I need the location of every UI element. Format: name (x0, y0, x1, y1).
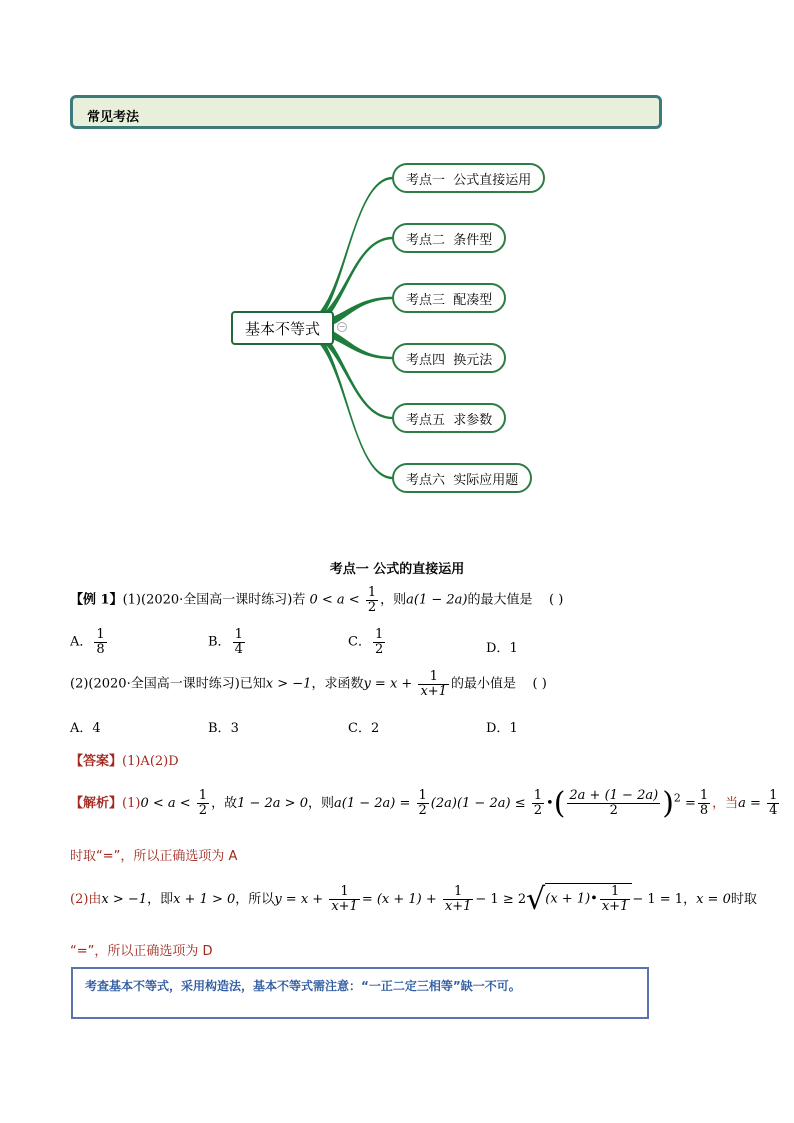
analysis-label: 【解析】 (70, 796, 123, 811)
example-q1 (70, 586, 563, 614)
analysis-p1: 【解析】(1)0 < a < $\frac{1}{2}$ ，故1 − 2a > 0，则a(1 − 2a) = $\frac{1}{2}$ (2a)(1 − 2a) ≤ $\frac{1}{2}$ •( $\frac{2a + (1 - 2a)}{2}$ )$^2$ = $\frac{1}{8}$ ，当a = $\frac{1}{4}$ (70, 786, 778, 821)
q1-option-c[interactable]: C． $\frac{1}{2}$ (348, 627, 384, 657)
q2-function: y = x + (363, 676, 413, 692)
answer-line (70, 750, 179, 769)
answer-parens: ( ) (549, 592, 564, 608)
q1-option-b[interactable]: B． $\frac{1}{4}$ (208, 627, 243, 657)
answer-label: 【答案】 (70, 754, 123, 769)
q2-condition: x > −1 (265, 676, 312, 692)
tip-box (71, 967, 649, 1019)
q2-tail: 的最小值是 (450, 676, 516, 692)
q1-source: (1)(2020·全国高一课时练习)若 (122, 592, 306, 608)
fraction: $\frac{1}{2}$ (367, 585, 377, 615)
analysis-p2: (2)由x > −1，即x + 1 > 0，所以y = x + $\frac{1}{x+1}$ = (x + 1) + $\frac{1}{x+1}$ − 1 ≥ 2√(x + 1)• $\frac{1}{x+1}$ − 1 = 1，x = 0时取 (70, 882, 757, 917)
mindmap-node-1[interactable]: 考点一 公式直接运用 (392, 163, 545, 193)
tip-text: 考查基本不等式，采用构造法，基本不等式需注意：“一正二定三相等”缺一不可。 (85, 979, 521, 993)
q2-source: (2)(2020·全国高一课时练习)已知 (70, 676, 266, 692)
q2-mid: ，求函数 (311, 676, 364, 692)
mindmap-branch-1 (300, 177, 393, 333)
mindmap-node-5[interactable]: 考点五 求参数 (392, 403, 506, 433)
mindmap-node-2[interactable]: 考点二 条件型 (392, 223, 506, 253)
example-q2 (70, 670, 547, 698)
collapse-icon[interactable]: − (338, 322, 346, 331)
section-title: 常见考法 (87, 110, 140, 125)
q1-option-a[interactable]: A． $\frac{1}{8}$ (70, 627, 105, 657)
answer-parens: ( ) (532, 676, 547, 692)
mindmap-node-6[interactable]: 考点六 实际应用题 (392, 463, 532, 493)
q1-expression: a(1 − 2a) (406, 592, 468, 608)
analysis-p1-conclusion: 时取“=”，所以正确选项为 A (70, 849, 238, 864)
q1-option-d[interactable]: D．1 (486, 641, 518, 656)
mindmap-node-3[interactable]: 考点三 配凑型 (392, 283, 506, 313)
q2-option-a[interactable]: A．4 (70, 721, 101, 736)
q2-option-c[interactable]: C．2 (348, 721, 380, 736)
fraction: $\frac{1}{x+1}$ (420, 669, 447, 699)
answer-text: (1)A(2)D (122, 754, 179, 769)
example-label: 【例 1】 (70, 592, 123, 608)
q1-condition: 0 < a < (309, 592, 360, 608)
q1-tail: 的最大值是 (467, 592, 533, 608)
topic-heading: 考点一 公式的直接运用 (329, 562, 465, 577)
mindmap-root[interactable]: 基本不等式 (231, 311, 334, 345)
q2-option-b[interactable]: B．3 (208, 721, 239, 736)
mindmap-node-4[interactable]: 考点四 换元法 (392, 343, 506, 373)
mindmap-branch-6 (300, 323, 393, 479)
analysis-p2-conclusion: “=”，所以正确选项为 D (70, 944, 213, 959)
q1-mid: ，则 (380, 592, 407, 608)
q2-option-d[interactable]: D．1 (486, 721, 518, 736)
